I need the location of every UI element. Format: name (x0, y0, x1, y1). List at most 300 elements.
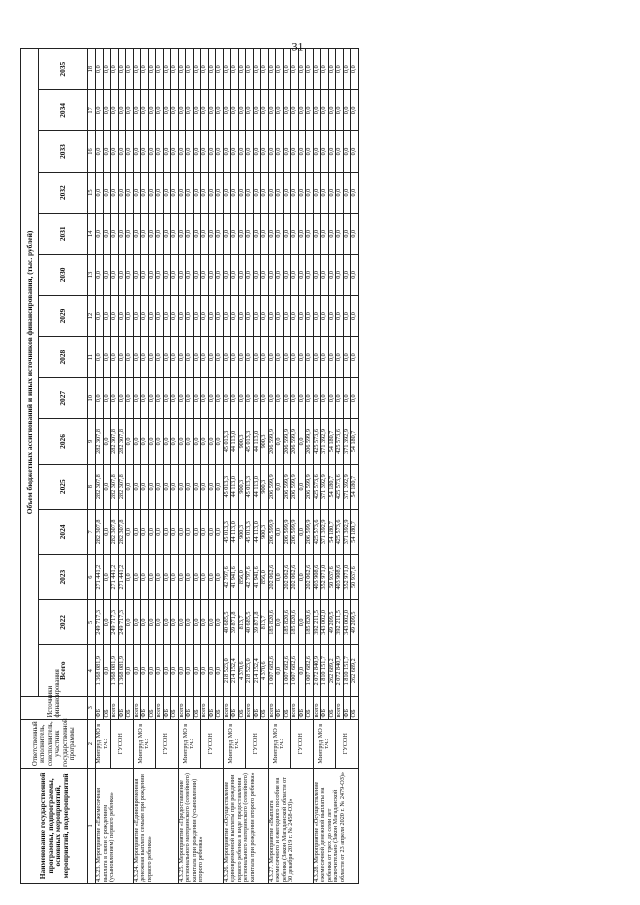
amount-cell: 271 441,2 (111, 555, 119, 600)
funding-source: ФБ (298, 696, 306, 719)
amount-cell: 0,0 (171, 49, 179, 90)
amount-cell: 0,0 (103, 254, 111, 295)
amount-cell: 0,0 (246, 90, 254, 131)
amount-cell: 0,0 (148, 90, 156, 131)
amount-cell: 0,0 (321, 213, 329, 254)
amount-cell: 0,0 (216, 213, 224, 254)
amount-cell: 271 441,2 (96, 555, 104, 600)
amount-cell: 50 937,6 (328, 555, 336, 600)
amount-cell: 0,0 (186, 645, 194, 696)
column-number: 10 (88, 378, 96, 419)
amount-cell: 0,0 (186, 131, 194, 172)
amount-cell: 0,0 (193, 49, 201, 90)
amount-cell: 0,0 (103, 337, 111, 378)
amount-cell: 0,0 (306, 172, 314, 213)
amount-cell: 0,0 (223, 378, 231, 419)
funding-source: ОБ (328, 696, 336, 719)
table-row (223, 49, 231, 884)
amount-cell: 44 113,0 (253, 419, 261, 464)
amount-cell: 0,0 (111, 172, 119, 213)
amount-cell: 40 685,5 (246, 600, 254, 645)
column-number: 9 (88, 419, 96, 464)
amount-cell: 0,0 (171, 464, 179, 509)
amount-cell: 0,0 (216, 555, 224, 600)
amount-cell: 0,0 (163, 378, 171, 419)
amount-cell: 425 573,6 (336, 464, 344, 509)
amount-cell: 0,0 (103, 213, 111, 254)
amount-cell: 0,0 (208, 337, 216, 378)
amount-cell: 0,0 (126, 509, 134, 554)
amount-cell: 0,0 (148, 213, 156, 254)
amount-cell: 0,0 (343, 378, 351, 419)
amount-cell: 282 307,8 (111, 419, 119, 464)
amount-cell: 0,0 (223, 254, 231, 295)
amount-cell: 0,0 (141, 378, 149, 419)
amount-cell: 0,0 (298, 600, 306, 645)
amount-cell: 0,0 (186, 600, 194, 645)
funding-source: ОБ (306, 696, 314, 719)
amount-cell: 0,0 (223, 131, 231, 172)
amount-cell: 0,0 (283, 378, 291, 419)
amount-cell: 0,0 (238, 131, 246, 172)
amount-cell: 0,0 (111, 378, 119, 419)
column-number: 2 (88, 719, 96, 768)
amount-cell: 425 573,6 (313, 419, 321, 464)
amount-cell: 0,0 (118, 131, 126, 172)
amount-cell: 0,0 (351, 254, 359, 295)
amount-cell: 0,0 (186, 464, 194, 509)
amount-cell: 0,0 (336, 254, 344, 295)
amount-cell: 0,0 (171, 213, 179, 254)
table-row (96, 49, 104, 884)
amount-cell: 0,0 (208, 509, 216, 554)
amount-cell: 0,0 (126, 49, 134, 90)
amount-cell: 0,0 (276, 419, 284, 464)
column-number: 12 (88, 295, 96, 336)
funding-source: ОБ (351, 696, 359, 719)
amount-cell: 0,0 (343, 131, 351, 172)
amount-cell: 0,0 (126, 213, 134, 254)
amount-cell: 0,0 (163, 419, 171, 464)
amount-cell: 0,0 (238, 295, 246, 336)
amount-cell: 0,0 (336, 213, 344, 254)
amount-cell: 0,0 (223, 295, 231, 336)
amount-cell: 0,0 (156, 419, 164, 464)
amount-cell: 0,0 (103, 555, 111, 600)
amount-cell: 0,0 (216, 419, 224, 464)
amount-cell: 0,0 (261, 131, 269, 172)
amount-cell: 0,0 (186, 378, 194, 419)
amount-cell: 41 941,6 (253, 555, 261, 600)
column-number: 6 (88, 555, 96, 600)
amount-cell: 0,0 (253, 49, 261, 90)
amount-cell: 425 573,6 (336, 419, 344, 464)
amount-cell: 0,0 (268, 213, 276, 254)
amount-cell: 0,0 (186, 254, 194, 295)
executor: ГУСОН (111, 719, 134, 768)
amount-cell: 0,0 (253, 337, 261, 378)
amount-cell: 0,0 (141, 419, 149, 464)
amount-cell: 0,0 (141, 295, 149, 336)
amount-cell: 202 062,6 (291, 555, 299, 600)
funding-source: ОБ (283, 696, 291, 719)
amount-cell: 0,0 (336, 295, 344, 336)
amount-cell: 0,0 (276, 295, 284, 336)
amount-cell: 41 941,6 (231, 555, 239, 600)
amount-cell: 0,0 (201, 172, 209, 213)
amount-cell: 0,0 (268, 254, 276, 295)
amount-cell: 0,0 (156, 645, 164, 696)
amount-cell: 0,0 (126, 337, 134, 378)
amount-cell: 0,0 (201, 419, 209, 464)
amount-cell: 0,0 (268, 337, 276, 378)
amount-cell: 0,0 (133, 509, 141, 554)
amount-cell: 0,0 (223, 172, 231, 213)
amount-cell: 0,0 (298, 213, 306, 254)
amount-cell: 0,0 (238, 378, 246, 419)
amount-cell: 249 717,3 (111, 600, 119, 645)
amount-cell: 900,3 (238, 509, 246, 554)
page-number: 31 (291, 39, 304, 54)
amount-cell: 813,7 (261, 600, 269, 645)
amount-cell: 0,0 (321, 172, 329, 213)
amount-cell: 0,0 (231, 378, 239, 419)
amount-cell: 0,0 (328, 49, 336, 90)
amount-cell: 0,0 (231, 172, 239, 213)
amount-cell: 0,0 (336, 337, 344, 378)
amount-cell: 0,0 (96, 49, 104, 90)
amount-cell: 0,0 (201, 645, 209, 696)
amount-cell: 0,0 (126, 295, 134, 336)
amount-cell: 0,0 (118, 213, 126, 254)
amount-cell: 0,0 (103, 645, 111, 696)
amount-cell: 44 113,0 (231, 509, 239, 554)
amount-cell: 0,0 (133, 337, 141, 378)
amount-cell: 0,0 (351, 378, 359, 419)
amount-cell: 0,0 (343, 172, 351, 213)
amount-cell: 1 368 081,9 (96, 645, 104, 696)
amount-cell: 0,0 (298, 645, 306, 696)
amount-cell: 202 062,6 (306, 555, 314, 600)
amount-cell: 185 820,6 (283, 600, 291, 645)
amount-cell: 0,0 (171, 337, 179, 378)
amount-cell: 0,0 (103, 600, 111, 645)
amount-cell: 0,0 (201, 254, 209, 295)
funding-source: ФБ (276, 696, 284, 719)
amount-cell: 0,0 (298, 131, 306, 172)
amount-cell: 0,0 (118, 295, 126, 336)
funding-table (20, 48, 359, 884)
amount-cell: 49 209,5 (328, 600, 336, 645)
amount-cell: 403 908,6 (336, 555, 344, 600)
amount-cell: 206 599,9 (268, 419, 276, 464)
amount-cell: 0,0 (111, 49, 119, 90)
year-header: 2034 (39, 90, 88, 131)
amount-cell: 0,0 (208, 295, 216, 336)
amount-cell: 0,0 (103, 172, 111, 213)
amount-cell: 262 689,2 (328, 645, 336, 696)
measure-name: 4.3.26. Мероприятие «Осуществление единовременной выплаты при рождении первого ребенка в виде предоставления регионального материнского (семейного) капитала при рождении второго ребенка» (223, 768, 268, 883)
amount-cell: 0,0 (133, 213, 141, 254)
amount-cell: 0,0 (253, 90, 261, 131)
amount-cell: 206 599,9 (268, 464, 276, 509)
column-number: 3 (88, 696, 96, 719)
amount-cell: 282 307,8 (96, 419, 104, 464)
amount-cell: 44 113,0 (231, 419, 239, 464)
amount-cell: 0,0 (208, 600, 216, 645)
amount-cell: 0,0 (111, 90, 119, 131)
amount-cell: 0,0 (111, 295, 119, 336)
amount-cell: 0,0 (261, 254, 269, 295)
amount-cell: 50 937,6 (351, 555, 359, 600)
amount-cell: 0,0 (238, 337, 246, 378)
amount-cell: 54 180,7 (351, 464, 359, 509)
amount-cell: 0,0 (268, 295, 276, 336)
amount-cell: 0,0 (253, 213, 261, 254)
amount-cell: 0,0 (193, 337, 201, 378)
amount-cell: 0,0 (193, 645, 201, 696)
funding-source: ФБ (321, 696, 329, 719)
amount-cell: 0,0 (321, 337, 329, 378)
amount-cell: 0,0 (178, 509, 186, 554)
amount-cell: 0,0 (193, 172, 201, 213)
amount-cell: 0,0 (336, 172, 344, 213)
funding-source: ФБ (96, 696, 104, 719)
amount-cell: 0,0 (276, 49, 284, 90)
amount-cell: 0,0 (111, 254, 119, 295)
amount-cell: 813,7 (238, 600, 246, 645)
amount-cell: 0,0 (96, 131, 104, 172)
amount-cell: 0,0 (103, 464, 111, 509)
amount-cell: 4 370,6 (238, 645, 246, 696)
amount-cell: 0,0 (111, 213, 119, 254)
amount-cell: 0,0 (216, 645, 224, 696)
amount-cell: 0,0 (156, 254, 164, 295)
amount-cell: 0,0 (163, 254, 171, 295)
funding-source: всего (178, 696, 186, 719)
amount-cell: 352 971,0 (343, 555, 351, 600)
amount-cell: 0,0 (321, 378, 329, 419)
amount-cell: 0,0 (148, 509, 156, 554)
amount-cell: 0,0 (321, 49, 329, 90)
measure-name: 4.3.24. Мероприятие «Единовременная денежная выплата семьям при рождении первого ребенка» (133, 768, 178, 883)
amount-cell: 0,0 (291, 90, 299, 131)
amount-cell: 0,0 (313, 131, 321, 172)
amount-cell: 206 599,9 (306, 509, 314, 554)
amount-cell: 0,0 (276, 337, 284, 378)
amount-cell: 45 013,3 (223, 464, 231, 509)
table-row (111, 49, 119, 884)
amount-cell: 0,0 (253, 131, 261, 172)
amount-cell: 2 072 840,9 (313, 645, 321, 696)
year-header: 2033 (39, 131, 88, 172)
amount-cell: 0,0 (178, 90, 186, 131)
amount-cell: 0,0 (351, 213, 359, 254)
amount-cell: 0,0 (223, 213, 231, 254)
amount-cell: 0,0 (118, 337, 126, 378)
executor: ГУСОН (156, 719, 179, 768)
amount-cell: 856,0 (261, 555, 269, 600)
amount-cell: 0,0 (133, 49, 141, 90)
amount-cell: 0,0 (208, 213, 216, 254)
amount-cell: 0,0 (163, 49, 171, 90)
amount-cell: 0,0 (298, 337, 306, 378)
amount-cell: 0,0 (306, 131, 314, 172)
amount-cell: 0,0 (298, 254, 306, 295)
amount-cell: 0,0 (298, 419, 306, 464)
amount-cell: 0,0 (268, 49, 276, 90)
amount-cell: 0,0 (283, 90, 291, 131)
amount-cell: 0,0 (238, 254, 246, 295)
amount-cell: 0,0 (208, 90, 216, 131)
amount-cell: 0,0 (291, 378, 299, 419)
amount-cell: 0,0 (178, 213, 186, 254)
year-header: 2026 (39, 419, 88, 464)
table-row (268, 49, 276, 884)
amount-cell: 0,0 (216, 378, 224, 419)
amount-cell: 0,0 (141, 213, 149, 254)
amount-cell: 0,0 (118, 254, 126, 295)
amount-cell: 0,0 (306, 254, 314, 295)
table-row (156, 49, 164, 884)
amount-cell: 0,0 (141, 509, 149, 554)
amount-cell: 0,0 (321, 90, 329, 131)
amount-cell: 0,0 (343, 49, 351, 90)
amount-cell: 0,0 (178, 131, 186, 172)
amount-cell: 0,0 (231, 90, 239, 131)
amount-cell: 856,0 (238, 555, 246, 600)
amount-cell: 0,0 (126, 90, 134, 131)
amount-cell: 0,0 (328, 254, 336, 295)
amount-cell: 0,0 (208, 645, 216, 696)
funding-source: всего (223, 696, 231, 719)
amount-cell: 202 062,6 (268, 555, 276, 600)
amount-cell: 0,0 (306, 337, 314, 378)
amount-cell: 0,0 (231, 49, 239, 90)
amount-cell: 0,0 (126, 600, 134, 645)
amount-cell: 0,0 (148, 419, 156, 464)
amount-cell: 0,0 (291, 49, 299, 90)
amount-cell: 0,0 (103, 419, 111, 464)
executor: ГУСОН (246, 719, 269, 768)
amount-cell: 0,0 (193, 600, 201, 645)
amount-cell: 0,0 (141, 337, 149, 378)
amount-cell: 900,3 (261, 509, 269, 554)
amount-cell: 371 392,9 (343, 464, 351, 509)
amount-cell: 0,0 (156, 131, 164, 172)
amount-cell: 0,0 (96, 337, 104, 378)
amount-cell: 54 180,7 (351, 419, 359, 464)
amount-cell: 45 013,3 (246, 509, 254, 554)
amount-cell: 0,0 (291, 254, 299, 295)
amount-cell: 206 599,9 (306, 419, 314, 464)
amount-cell: 0,0 (126, 254, 134, 295)
funding-source: ФБ (163, 696, 171, 719)
funding-source: ФБ (118, 696, 126, 719)
amount-cell: 0,0 (283, 49, 291, 90)
amount-cell: 0,0 (163, 213, 171, 254)
amount-cell: 282 307,8 (96, 509, 104, 554)
amount-cell: 425 573,6 (336, 509, 344, 554)
amount-cell: 0,0 (283, 254, 291, 295)
amount-cell: 185 820,6 (306, 600, 314, 645)
amount-cell: 0,0 (208, 172, 216, 213)
amount-cell: 392 211,5 (313, 600, 321, 645)
amount-cell: 0,0 (163, 645, 171, 696)
amount-cell: 0,0 (291, 337, 299, 378)
funding-source: всего (111, 696, 119, 719)
executor: ГУСОН (336, 719, 359, 768)
amount-cell: 0,0 (193, 509, 201, 554)
amount-cell: 0,0 (343, 90, 351, 131)
amount-cell: 0,0 (186, 295, 194, 336)
amount-cell: 262 689,2 (351, 645, 359, 696)
amount-cell: 0,0 (193, 295, 201, 336)
amount-cell: 0,0 (133, 555, 141, 600)
amount-cell: 0,0 (156, 90, 164, 131)
amount-cell: 0,0 (306, 295, 314, 336)
amount-cell: 0,0 (111, 337, 119, 378)
amount-cell: 0,0 (163, 172, 171, 213)
amount-cell: 0,0 (283, 131, 291, 172)
amount-cell: 0,0 (103, 49, 111, 90)
funding-source: ФБ (231, 696, 239, 719)
amount-cell: 0,0 (186, 213, 194, 254)
amount-cell: 0,0 (313, 213, 321, 254)
amount-cell: 0,0 (178, 378, 186, 419)
amount-cell: 0,0 (268, 378, 276, 419)
funding-source: всего (268, 696, 276, 719)
funding-source: ОБ (261, 696, 269, 719)
amount-cell: 0,0 (171, 600, 179, 645)
amount-cell: 0,0 (223, 90, 231, 131)
amount-cell: 0,0 (103, 295, 111, 336)
amount-cell: 0,0 (283, 172, 291, 213)
measure-name: 4.3.27. Мероприятие «Выплата ежемесячного и ежегодного пособия на ребенка (Закон Магаданской области от 30 декабря 2019 г. № 2458-ОЗ)» (268, 768, 313, 883)
amount-cell: 0,0 (276, 645, 284, 696)
amount-cell: 0,0 (298, 49, 306, 90)
amount-cell: 282 307,8 (111, 509, 119, 554)
amount-cell: 0,0 (351, 49, 359, 90)
amount-cell: 0,0 (171, 378, 179, 419)
amount-cell: 0,0 (328, 90, 336, 131)
amount-cell: 0,0 (103, 90, 111, 131)
amount-cell: 0,0 (103, 131, 111, 172)
amount-cell: 0,0 (231, 295, 239, 336)
amount-cell: 0,0 (148, 337, 156, 378)
amount-cell: 0,0 (178, 464, 186, 509)
amount-cell: 0,0 (253, 172, 261, 213)
amount-cell: 206 599,9 (268, 509, 276, 554)
amount-cell: 0,0 (313, 295, 321, 336)
amount-cell: 0,0 (163, 131, 171, 172)
amount-cell: 218 523,0 (246, 645, 254, 696)
table-row (246, 49, 254, 884)
amount-cell: 0,0 (178, 295, 186, 336)
amount-cell: 0,0 (351, 90, 359, 131)
amount-cell: 0,0 (126, 419, 134, 464)
amount-cell: 0,0 (103, 509, 111, 554)
amount-cell: 0,0 (201, 378, 209, 419)
year-header: 2032 (39, 172, 88, 213)
amount-cell: 343 002,0 (343, 600, 351, 645)
column-number: 11 (88, 337, 96, 378)
amount-cell: 0,0 (208, 131, 216, 172)
amount-cell: 0,0 (321, 295, 329, 336)
amount-cell: 0,0 (336, 131, 344, 172)
amount-cell: 0,0 (126, 555, 134, 600)
amount-cell: 0,0 (328, 295, 336, 336)
